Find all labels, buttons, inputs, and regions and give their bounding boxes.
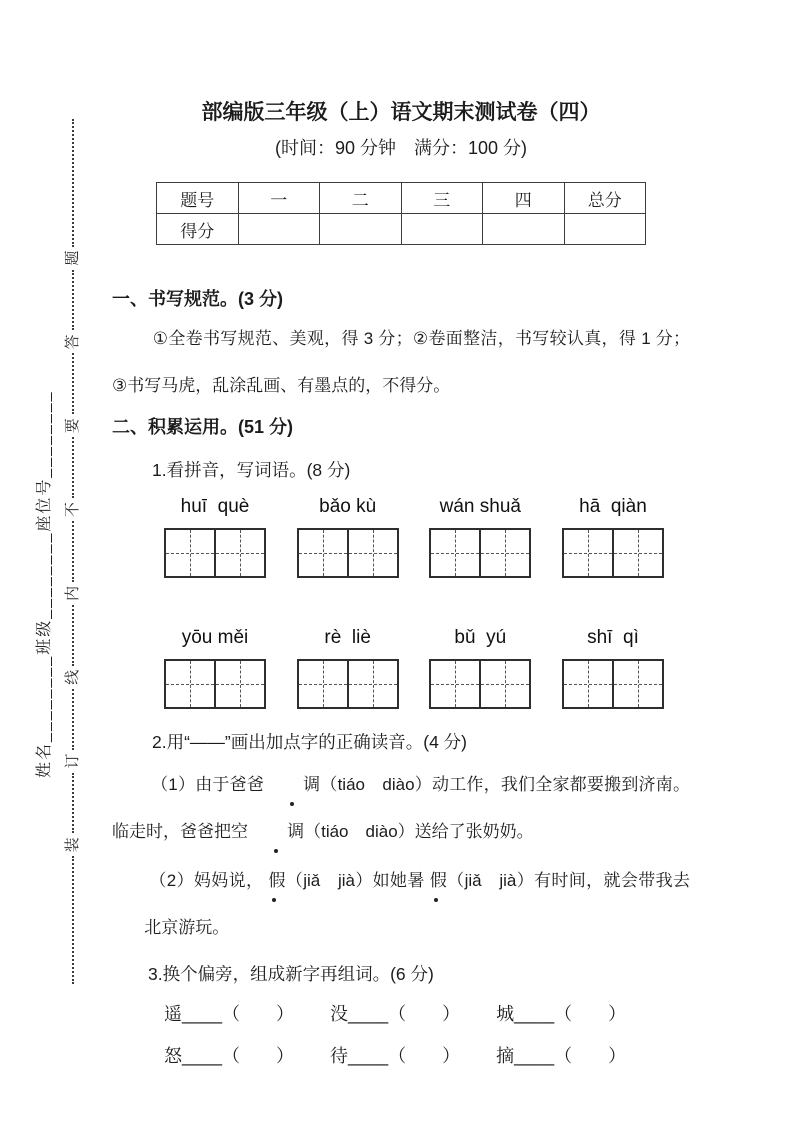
emphasized-char: 调 xyxy=(248,808,304,855)
grid-cell xyxy=(299,530,347,576)
grid-cell xyxy=(612,530,662,576)
score-table-score-row xyxy=(157,214,646,245)
question3-row-2 xyxy=(164,1037,690,1075)
dotted-leader xyxy=(72,353,74,414)
score-header-cell: 二 xyxy=(320,183,402,214)
dotted-leader xyxy=(72,437,74,498)
question3-label: 3.换个偏旁，组成新字再组词。(6 分) xyxy=(148,964,434,984)
binding-char: 内 xyxy=(64,585,81,601)
grid-cell xyxy=(166,530,214,576)
score-empty-cell xyxy=(483,214,565,245)
writing-grid xyxy=(297,528,399,578)
dotted-leader xyxy=(72,270,74,331)
grid-cell xyxy=(347,661,397,707)
blank-item: 遥____（ ） xyxy=(164,1004,295,1024)
section1-heading: 一、书写规范。(3 分) xyxy=(112,289,283,309)
score-header-cell: 总分 xyxy=(564,183,646,214)
score-empty-cell xyxy=(320,214,402,245)
emphasized-char: 假 xyxy=(425,857,447,904)
writing-grid xyxy=(429,528,531,578)
pinyin-row-1 xyxy=(164,495,664,578)
binding-char: 题 xyxy=(64,250,81,266)
dotted-leader xyxy=(72,689,74,750)
pinyin-group xyxy=(429,626,531,709)
score-table xyxy=(156,182,646,245)
emphasized-char: 调 xyxy=(264,761,320,808)
grid-cell xyxy=(564,661,612,707)
pinyin-group xyxy=(297,626,399,709)
score-header-cell: 三 xyxy=(401,183,483,214)
question1-label: 1.看拼音，写词语。(8 分) xyxy=(152,460,351,480)
score-empty-cell xyxy=(564,214,646,245)
dotted-leader xyxy=(72,856,74,984)
pinyin-group xyxy=(164,495,266,578)
dotted-leader xyxy=(72,521,74,582)
grid-cell xyxy=(166,661,214,707)
question2-item-2: （2）妈妈说， 假（jiǎ jià）如她暑 假（jiǎ jià）有时间，就会带我去北京游玩。 xyxy=(112,857,690,951)
dotted-leader xyxy=(72,605,74,666)
grid-cell xyxy=(299,661,347,707)
grid-cell xyxy=(564,530,612,576)
writing-grid xyxy=(297,659,399,709)
grid-cell xyxy=(431,530,479,576)
emphasized-char: 假 xyxy=(263,857,285,904)
blank-item: 待____（ ） xyxy=(330,1046,461,1066)
pinyin-label: hā qiàn xyxy=(579,496,647,517)
binding-char: 装 xyxy=(64,837,81,853)
grid-cell xyxy=(479,530,529,576)
question3-row-1 xyxy=(164,995,690,1033)
pinyin-label: yōu měi xyxy=(181,627,249,648)
blank-item: 摘____（ ） xyxy=(496,1046,627,1066)
student-info-fields: 姓名________班级________座位号________ xyxy=(36,390,53,778)
grid-cell xyxy=(214,530,264,576)
blank-item: 城____（ ） xyxy=(496,1004,627,1024)
grid-cell xyxy=(214,661,264,707)
score-empty-cell xyxy=(401,214,483,245)
question2-item-1: （1）由于爸爸 调（tiáo diào）动工作，我们全家都要搬到济南。临走时，爸爸把空 调（tiáo diào）送给了张奶奶。 xyxy=(112,761,690,855)
binding-char: 要 xyxy=(64,418,81,434)
writing-grid xyxy=(164,528,266,578)
pinyin-group xyxy=(164,626,266,709)
score-table-header-row xyxy=(157,183,646,214)
pinyin-group xyxy=(562,626,664,709)
pinyin-label: huī què xyxy=(180,496,250,517)
grid-cell xyxy=(612,661,662,707)
pinyin-label: bǔ yú xyxy=(454,627,507,648)
binding-char: 订 xyxy=(64,753,81,769)
score-header-cell: 一 xyxy=(238,183,320,214)
pinyin-label: wán shuǎ xyxy=(439,496,521,517)
section2-heading: 二、积累运用。(51 分) xyxy=(112,417,294,437)
blank-item: 怒____（ ） xyxy=(164,1046,295,1066)
dotted-leader xyxy=(72,119,74,247)
score-empty-cell xyxy=(238,214,320,245)
pinyin-label: shī qì xyxy=(587,627,639,648)
dotted-leader xyxy=(72,773,74,834)
grid-cell xyxy=(431,661,479,707)
blank-item: 没____（ ） xyxy=(330,1004,461,1024)
score-header-cell: 四 xyxy=(483,183,565,214)
section1-body: ①全卷书写规范、美观，得 3 分；②卷面整洁，书写较认真，得 1 分；③书写马虎，乱涂乱画、有墨点的，不得分。 xyxy=(112,329,690,395)
grid-cell xyxy=(479,661,529,707)
binding-char: 不 xyxy=(64,502,81,518)
pinyin-label: bǎo kù xyxy=(319,496,377,517)
score-row-label: 得分 xyxy=(157,214,239,245)
binding-char: 答 xyxy=(64,334,81,350)
binding-dotted-line xyxy=(62,115,84,988)
binding-char: 线 xyxy=(64,669,81,685)
pinyin-group xyxy=(562,495,664,578)
page-title: 部编版三年级（上）语文期末测试卷（四） xyxy=(201,101,601,124)
pinyin-group xyxy=(297,495,399,578)
page-subtitle: (时间：90 分钟 满分：100 分) xyxy=(274,138,528,158)
question2-label: 2.用“——”画出加点字的正确读音。(4 分) xyxy=(152,732,467,752)
pinyin-group xyxy=(429,495,531,578)
grid-cell xyxy=(347,530,397,576)
pinyin-label: rè liè xyxy=(324,627,371,648)
pinyin-row-2 xyxy=(164,626,664,709)
writing-grid xyxy=(562,528,664,578)
main-content xyxy=(112,98,690,1075)
writing-grid xyxy=(164,659,266,709)
writing-grid xyxy=(562,659,664,709)
score-header-cell: 题号 xyxy=(157,183,239,214)
writing-grid xyxy=(429,659,531,709)
